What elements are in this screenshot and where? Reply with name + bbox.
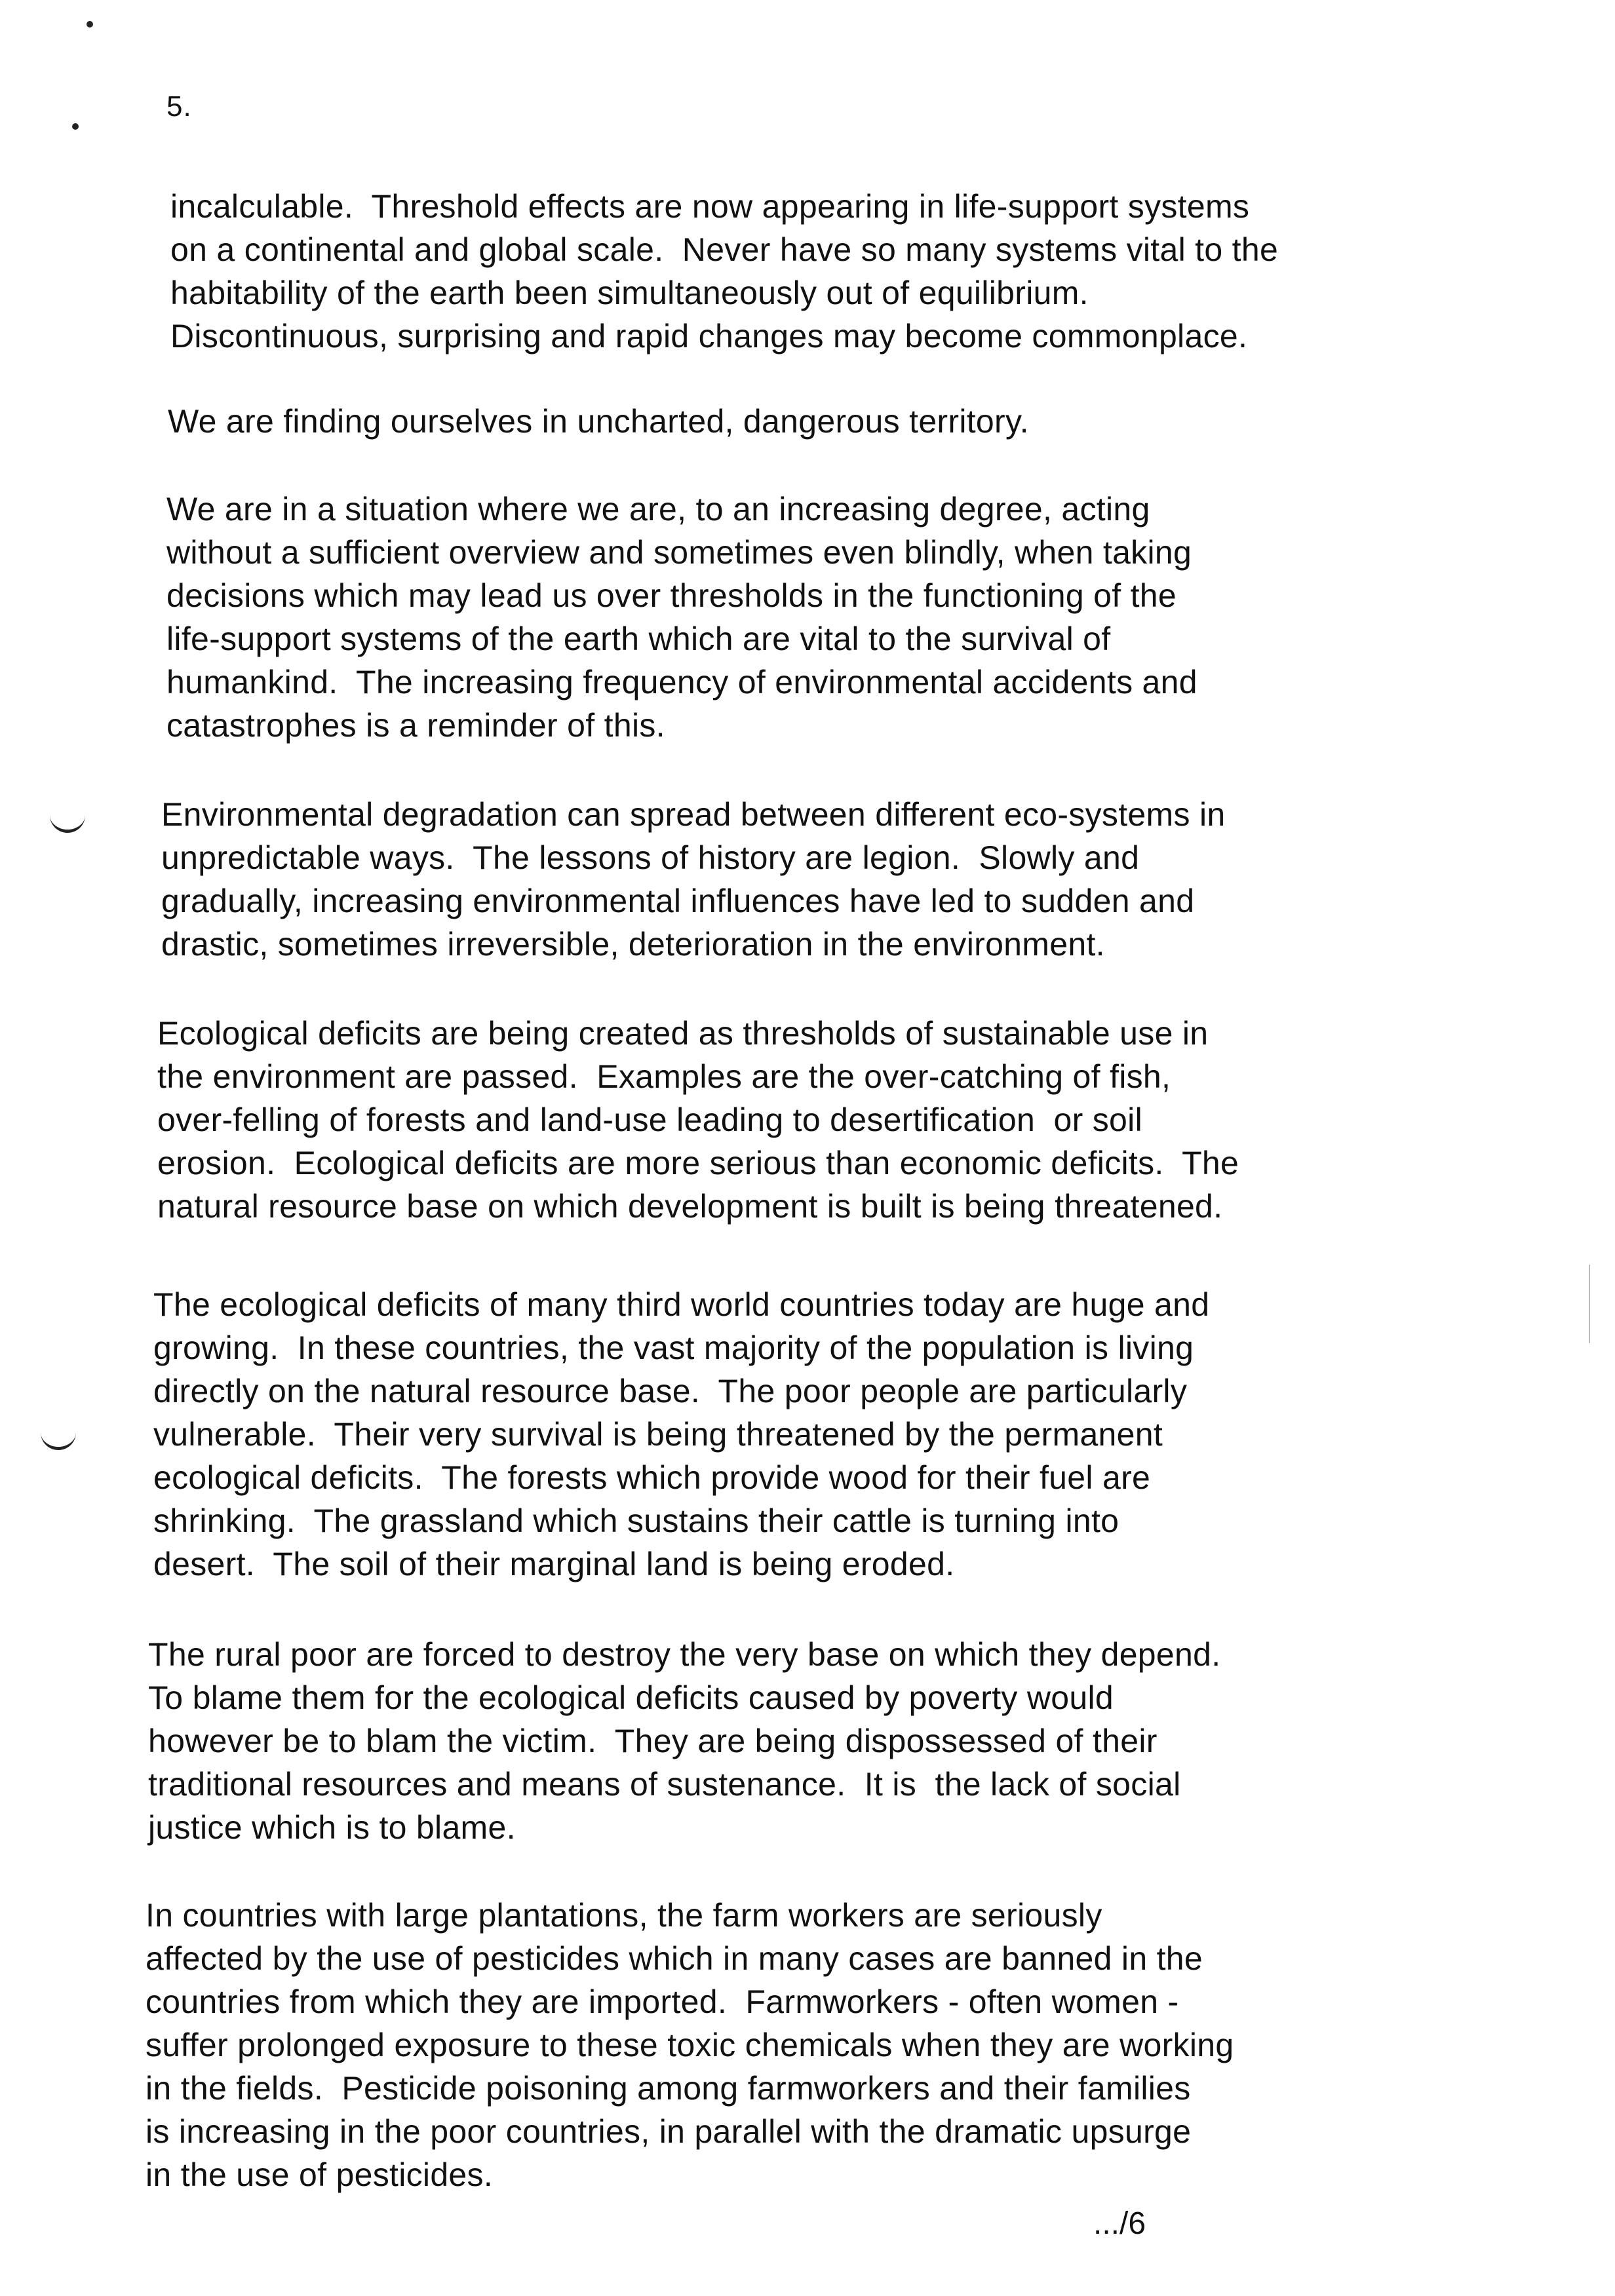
paragraph-5: Ecological deficits are being created as thresholds of sustainable use in the environment are passed. Examples are the over-catching of fish, over-felling of forests and land-use leading to desertification or soil erosion. Ecological deficits are more serious than economic deficits. The natural resource base on which development is built is being threatened. <box>157 1015 1239 1225</box>
margin-check-mark-1 <box>50 813 85 833</box>
paragraph-2: We are finding ourselves in uncharted, dangerous territory. <box>168 403 1029 440</box>
margin-check-mark-2 <box>41 1430 76 1450</box>
paragraph-4: Environmental degradation can spread between different eco-systems in unpredictable ways. The lessons of history are legion. Slowly and gradually, increasing environmental influences have led to sudden and drastic, sometimes irreversible, deterioration in the environment. <box>161 796 1226 963</box>
paragraph-1: incalculable. Threshold effects are now appearing in life-support systems on a continental and global scale. Never have so many systems vital to the habitability of the earth been simultaneously out of equilibrium. Discontinuous, surprising and rapid changes may become commonplace. <box>170 188 1279 354</box>
paragraph-3: We are in a situation where we are, to an increasing degree, acting without a sufficient overview and sometimes even blindly, when taking decisions which may lead us over thresholds in the functioning of the life-support systems of the earth which are vital to the survival of humankind. The increasing frequency of environmental accidents and catastrophes is a reminder of this. <box>166 491 1197 744</box>
page-number: 5. <box>166 90 192 123</box>
paragraph-6: The ecological deficits of many third world countries today are huge and growing. In these countries, the vast majority of the population is living directly on the natural resource base. The poor people are particularly vulnerable. Their very survival is being threatened by the permanent ecological deficits. The forests which provide wood for their fuel are shrinking. The grassland which sustains their cattle is turning into desert. The soil of their marginal land is being eroded. <box>153 1286 1210 1582</box>
margin-dot-page-number <box>72 123 79 130</box>
paragraph-8: In countries with large plantations, the farm workers are seriously affected by the use of pesticides which in many cases are banned in the countries from which they are imported. Farmworkers - often women - suffer prolonged exposure to these toxic chemicals when they are working in the fields. Pesticide poisoning among farmworkers and their families is increasing in the poor countries, in parallel with the dramatic upsurge in the use of pesticides. <box>146 1897 1234 2193</box>
continuation-marker: .../6 <box>1093 2206 1146 2241</box>
margin-dot-top <box>87 21 93 28</box>
scan-edge-mark <box>1589 1265 1590 1343</box>
paragraph-7: The rural poor are forced to destroy the very base on which they depend. To blame them for the ecological deficits caused by poverty would however be to blam the victim. They are being dispossessed of their traditional resources and means of sustenance. It is the lack of social justice which is to blame. <box>148 1636 1221 1846</box>
